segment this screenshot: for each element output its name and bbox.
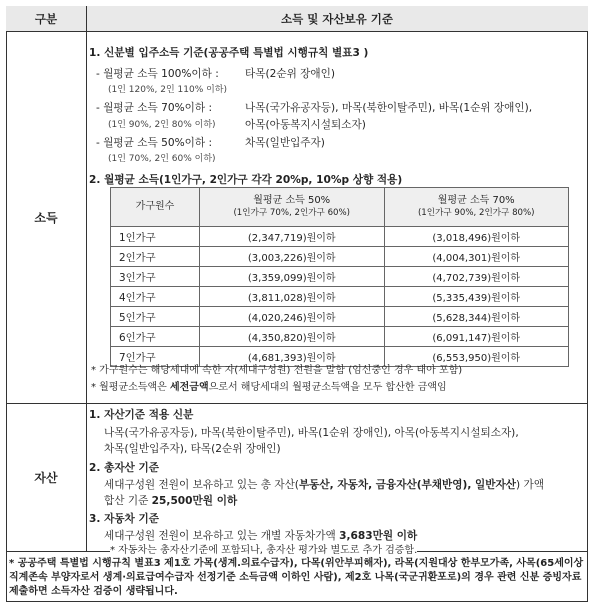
income-level-70: - 월평균 소득 70%이하 :	[96, 102, 213, 114]
assets-s2-line2-pre: 합산 기준	[104, 495, 152, 507]
assets-s2-pre: 세대구성원 전원이 보유하고 있는 총 자산(	[104, 479, 299, 491]
income-50-cell: (3,811,028)원이하	[200, 287, 385, 307]
income-level-70-sub: (1인 90%, 2인 80% 이하)	[108, 120, 216, 130]
assets-s2-limit: 25,500만원 이하	[151, 495, 238, 507]
members-cell: 4인가구	[111, 287, 200, 307]
members-cell: 3인가구	[111, 267, 200, 287]
income-50-cell: (3,003,226)원이하	[200, 247, 385, 267]
note-monthly-pre: * 월평균소득액은	[91, 382, 170, 393]
income-70-cell: (5,335,439)원이하	[384, 287, 569, 307]
income-level-100-sub: (1인 120%, 2인 110% 이하)	[108, 85, 228, 95]
income-70-cell: (6,553,950)원이하	[384, 347, 569, 367]
income-note-members: * 가구원수는 해당세대에 속한 자(세대구성원) 전원을 말함 (임신중인 경우 태아 포함)	[91, 365, 463, 376]
assets-section1-line2: 차목(일반입주자), 타목(2순위 장애인)	[104, 443, 281, 455]
income-70-cell: (4,004,301)원이하	[384, 247, 569, 267]
note-monthly-post: 으로서 해당세대의 월평균소득액을 모두 합산한 금액임	[208, 382, 447, 393]
head-income-70-sub: (1인가구 90%, 2인가구 80%)	[417, 208, 535, 218]
table-row	[111, 307, 569, 327]
income-70-cell: (5,628,344)원이하	[384, 307, 569, 327]
income-section2-title: 2. 월평균 소득(1인가구, 2인가구 각각 20%p, 10%p 상향 적용)	[89, 174, 403, 186]
head-income-50-sub: (1인가구 70%, 2인가구 60%)	[233, 208, 351, 218]
table-row	[111, 227, 569, 247]
assets-label: 자산	[34, 471, 58, 485]
table-row	[111, 247, 569, 267]
assets-s2-bold: 부동산, 자동차, 금융자산(부채반영), 일반자산	[298, 479, 516, 491]
income-70-cell: (3,018,496)원이하	[384, 227, 569, 247]
header-category: 구분	[6, 6, 86, 32]
header-criteria: 소득 및 자산보유 기준	[86, 6, 588, 32]
income-label: 소득	[34, 211, 58, 225]
income-level-70-groups: 나목(국가유공자등), 마목(북한이탈주민), 바목(1순위 장애인),	[245, 102, 533, 114]
members-cell: 7인가구	[111, 347, 200, 367]
head-income-70-label: 월평균 소득 70%	[437, 195, 515, 206]
income-70-cell: (4,702,739)원이하	[384, 267, 569, 287]
income-level-100: - 월평균 소득 100%이하 :	[96, 68, 219, 80]
income-note-monthly	[91, 381, 447, 394]
note-monthly-bold: 세전금액	[169, 382, 209, 393]
head-income-70	[384, 188, 569, 227]
assets-section2-line1	[104, 479, 544, 492]
footnote: * 공공주택 특별법 시행규칙 별표3 제1호 가목(생계.의료수급자), 다목(위안부피해자), 라목(지원대상 한부모가족, 사목(65세이상 직계존속 부양자로서 생계·의료급여수급자 선정기준 소득금액 이하인 사람), 제2호 나목(국군귀환포로)의 경우 관련 신분 증빙자료 제출하면 소득자산 검증이 생략됩니다.	[9, 558, 584, 597]
income-50-cell: (4,020,246)원이하	[200, 307, 385, 327]
income-level-50: - 월평균 소득 50%이하 :	[96, 137, 213, 149]
assets-section3-note: * 자동차는 총자산기준에 포함되나, 총자산 평가와 별도로 추가 검증함.	[110, 545, 418, 556]
assets-section2-title: 2. 총자산 기준	[89, 462, 159, 474]
head-income-50	[200, 188, 385, 227]
income-level-70-groups2: 아목(아동복지시설퇴소자)	[245, 119, 366, 131]
income-table-header	[111, 188, 569, 227]
income-50-cell: (2,347,719)원이하	[200, 227, 385, 247]
assets-s2-post: ) 가액	[515, 479, 544, 491]
members-cell: 2인가구	[111, 247, 200, 267]
members-cell: 5인가구	[111, 307, 200, 327]
income-50-cell: (3,359,099)원이하	[200, 267, 385, 287]
income-50-cell: (4,350,820)원이하	[200, 327, 385, 347]
table-row	[111, 267, 569, 287]
income-level-50-sub: (1인 70%, 2인 60% 이하)	[108, 154, 216, 164]
head-income-50-label: 월평균 소득 50%	[253, 195, 331, 206]
assets-section3-title: 3. 자동차 기준	[89, 513, 159, 525]
table-row	[111, 287, 569, 307]
table-row	[111, 327, 569, 347]
members-cell: 6인가구	[111, 327, 200, 347]
income-70-cell: (6,091,147)원이하	[384, 327, 569, 347]
assets-s3-limit: 3,683만원 이하	[339, 530, 418, 542]
assets-s3-pre: 세대구성원 전원이 보유하고 있는 개별 자동차가액	[104, 530, 340, 542]
income-level-50-groups: 차목(일반입주자)	[245, 137, 325, 149]
members-cell: 1인가구	[111, 227, 200, 247]
column-divider	[86, 6, 87, 551]
row-divider-income-assets	[6, 403, 588, 404]
head-members: 가구원수	[111, 188, 200, 227]
assets-section1-line1: 나목(국가유공자등), 마목(북한이탈주민), 바목(1순위 장애인), 아목(아동복지시설퇴소자),	[104, 427, 519, 439]
assets-section3-line1	[104, 530, 417, 543]
assets-section1-title: 1. 자산기준 적용 신분	[89, 409, 194, 421]
income-section1-title: 1. 신분별 입주소득 기준(공공주택 특별법 시행규칙 별표3 )	[89, 47, 369, 59]
income-level-100-groups: 타목(2순위 장애인)	[245, 68, 336, 80]
income-table	[110, 187, 569, 367]
income-50-cell: (4,681,393)원이하	[200, 347, 385, 367]
assets-section2-line2	[104, 495, 237, 508]
